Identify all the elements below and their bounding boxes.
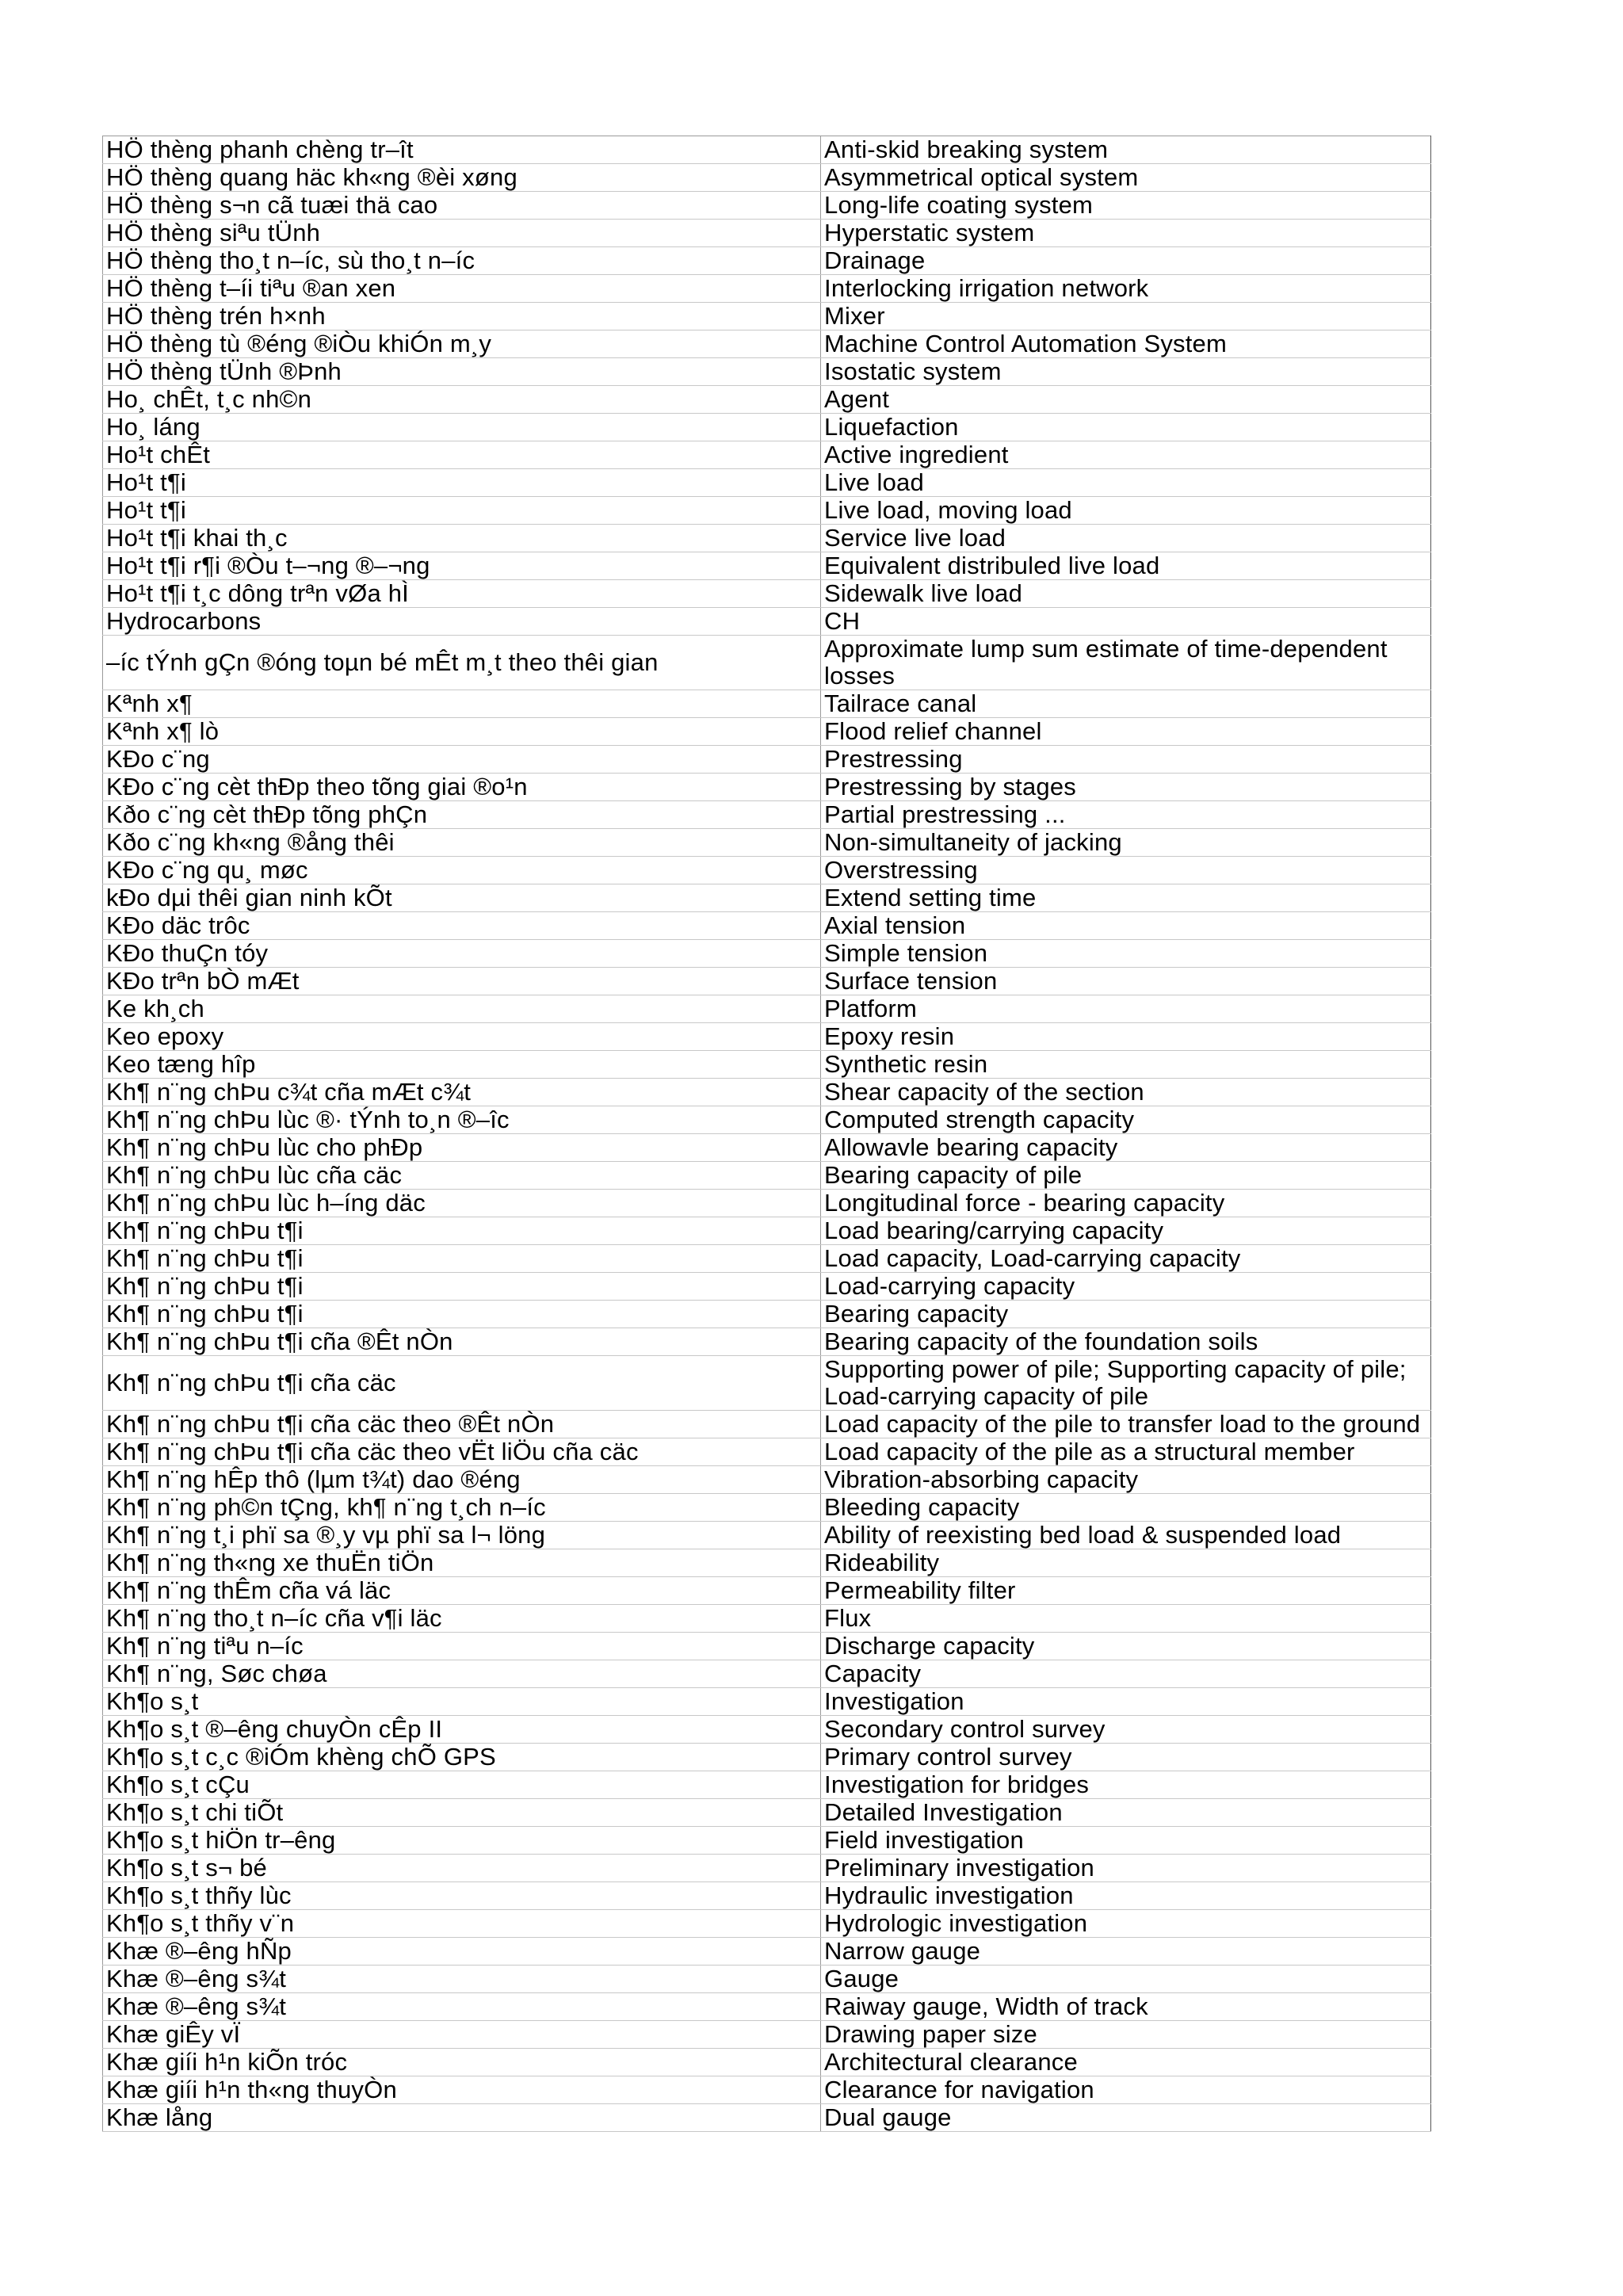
english-term-cell[interactable]: Shear capacity of the section (821, 1079, 1431, 1106)
table-row (103, 968, 1431, 995)
table-row (103, 1716, 1431, 1744)
english-term-cell[interactable]: Overstressing (821, 857, 1431, 884)
english-term-cell[interactable]: Vibration-absorbing capacity (821, 1466, 1431, 1494)
english-term-cell[interactable]: Secondary control survey (821, 1716, 1431, 1744)
english-term-cell[interactable]: Hydraulic investigation (821, 1882, 1431, 1910)
table-row (103, 801, 1431, 829)
vietnamese-term-cell[interactable]: Khæ lång (103, 2104, 821, 2132)
english-term-cell[interactable]: Mixer (821, 303, 1431, 330)
table-row (103, 1855, 1431, 1882)
glossary-body (103, 136, 1431, 2132)
vietnamese-term-cell[interactable]: kÐo dµi thêi gian ninh kÕt (103, 884, 821, 912)
english-term-cell[interactable]: Allowavle bearing capacity (821, 1134, 1431, 1162)
table-row (103, 1134, 1431, 1162)
table-row (103, 164, 1431, 192)
vietnamese-term-cell[interactable]: Khæ giíi h¹n kiÕn tróc (103, 2049, 821, 2076)
english-term-cell[interactable]: Prestressing by stages (821, 774, 1431, 801)
english-term-cell[interactable]: Long-life coating system (821, 192, 1431, 220)
vietnamese-term-cell[interactable]: Hydrocarbons (103, 608, 821, 636)
table-row (103, 1217, 1431, 1245)
table-row (103, 552, 1431, 580)
table-row (103, 1328, 1431, 1356)
english-term-cell[interactable]: Load capacity, Load-carrying capacity (821, 1245, 1431, 1273)
table-row (103, 995, 1431, 1023)
vietnamese-term-cell[interactable]: Kh¶ n¨ng chÞu c¾t cña mÆt c¾t (103, 1079, 821, 1106)
vietnamese-term-cell[interactable]: HÖ thèng quang häc kh«ng ®èi xøng (103, 164, 821, 192)
english-term-cell[interactable]: Permeability filter (821, 1577, 1431, 1605)
vietnamese-term-cell[interactable]: Kh¶ n¨ng, Søc chøa (103, 1660, 821, 1688)
table-row (103, 884, 1431, 912)
table-row (103, 718, 1431, 746)
vietnamese-term-cell[interactable]: Kh¶ n¨ng chÞu t¶i cña cäc (103, 1356, 821, 1411)
vietnamese-term-cell[interactable]: Ke kh¸ch (103, 995, 821, 1023)
vietnamese-term-cell[interactable]: HÖ thèng siªu tÜnh (103, 220, 821, 247)
vietnamese-term-cell[interactable]: Khæ giíi h¹n th«ng thuyÒn (103, 2076, 821, 2104)
vietnamese-term-cell[interactable]: KÐo thuÇn tóy (103, 940, 821, 968)
english-term-cell[interactable]: Drainage (821, 247, 1431, 275)
english-term-cell[interactable]: Machine Control Automation System (821, 330, 1431, 358)
table-row (103, 275, 1431, 303)
vietnamese-term-cell[interactable]: Kªnh x¶ lò (103, 718, 821, 746)
table-row (103, 1993, 1431, 2021)
table-row (103, 1466, 1431, 1494)
vietnamese-term-cell[interactable]: Kh¶ n¨ng chÞu t¶i (103, 1273, 821, 1301)
glossary-table (102, 136, 1431, 2132)
vietnamese-term-cell[interactable]: Ho¹t t¶i (103, 469, 821, 497)
english-term-cell[interactable]: Gauge (821, 1966, 1431, 1993)
vietnamese-term-cell[interactable]: Ho¹t t¶i (103, 497, 821, 525)
english-term-cell[interactable]: Flood relief channel (821, 718, 1431, 746)
vietnamese-term-cell[interactable]: HÖ thèng s¬n cã tuæi thä cao (103, 192, 821, 220)
english-term-cell[interactable]: Active ingredient (821, 441, 1431, 469)
table-row (103, 247, 1431, 275)
vietnamese-term-cell[interactable]: Kh¶o s¸t (103, 1688, 821, 1716)
vietnamese-term-cell[interactable]: KÐo däc trôc (103, 912, 821, 940)
vietnamese-term-cell[interactable]: HÖ thèng phanh chèng tr–ît (103, 136, 821, 164)
table-row (103, 1577, 1431, 1605)
english-term-cell[interactable]: Extend setting time (821, 884, 1431, 912)
table-row (103, 1162, 1431, 1190)
english-term-cell[interactable]: Anti-skid breaking system (821, 136, 1431, 164)
table-row (103, 1273, 1431, 1301)
vietnamese-term-cell[interactable]: Kh¶ n¨ng hÊp thô (lµm t¾t) dao ®éng (103, 1466, 821, 1494)
english-term-cell[interactable]: Bearing capacity of the foundation soils (821, 1328, 1431, 1356)
table-row (103, 525, 1431, 552)
table-row (103, 1190, 1431, 1217)
vietnamese-term-cell[interactable]: Kh¶o s¸t thñy lùc (103, 1882, 821, 1910)
vietnamese-term-cell[interactable]: Kh¶ n¨ng chÞu t¶i (103, 1245, 821, 1273)
english-term-cell[interactable]: CH (821, 608, 1431, 636)
table-row (103, 1910, 1431, 1938)
english-term-cell[interactable]: Approximate lump sum estimate of time-dependent losses (821, 636, 1431, 690)
table-row (103, 1106, 1431, 1134)
english-term-cell[interactable]: Simple tension (821, 940, 1431, 968)
english-term-cell[interactable]: Non-simultaneity of jacking (821, 829, 1431, 857)
table-row (103, 1633, 1431, 1660)
english-term-cell[interactable]: Surface tension (821, 968, 1431, 995)
vietnamese-term-cell[interactable]: Kh¶o s¸t ®–êng chuyÒn cÊp II (103, 1716, 821, 1744)
table-row (103, 303, 1431, 330)
table-row (103, 2021, 1431, 2049)
vietnamese-term-cell[interactable]: Ho¹t t¶i r¶i ®Òu t–¬ng ®–¬ng (103, 552, 821, 580)
table-row (103, 1744, 1431, 1771)
english-term-cell[interactable]: Narrow gauge (821, 1938, 1431, 1966)
table-row (103, 330, 1431, 358)
table-row (103, 1938, 1431, 1966)
vietnamese-term-cell[interactable]: Kh¶o s¸t chi tiÕt (103, 1799, 821, 1827)
table-row (103, 1799, 1431, 1827)
english-term-cell[interactable]: Longitudinal force - bearing capacity (821, 1190, 1431, 1217)
english-term-cell[interactable]: Architectural clearance (821, 2049, 1431, 2076)
english-term-cell[interactable]: Discharge capacity (821, 1633, 1431, 1660)
english-term-cell[interactable]: Liquefaction (821, 414, 1431, 441)
table-row (103, 1688, 1431, 1716)
table-row (103, 1549, 1431, 1577)
vietnamese-term-cell[interactable]: Keo tæng hîp (103, 1051, 821, 1079)
table-row (103, 746, 1431, 774)
vietnamese-term-cell[interactable]: Kh¶ n¨ng chÞu t¶i cña cäc theo ®Êt nÒn (103, 1411, 821, 1438)
vietnamese-term-cell[interactable]: Kh¶ n¨ng ph©n tÇng, kh¶ n¨ng t¸ch n–íc (103, 1494, 821, 1522)
english-term-cell[interactable]: Prestressing (821, 746, 1431, 774)
table-row (103, 1356, 1431, 1411)
english-term-cell[interactable]: Hyperstatic system (821, 220, 1431, 247)
english-term-cell[interactable]: Rideability (821, 1549, 1431, 1577)
english-term-cell[interactable]: Axial tension (821, 912, 1431, 940)
english-term-cell[interactable]: Sidewalk live load (821, 580, 1431, 608)
table-row (103, 1245, 1431, 1273)
table-row (103, 690, 1431, 718)
table-row (103, 1494, 1431, 1522)
english-term-cell[interactable]: Live load, moving load (821, 497, 1431, 525)
table-row (103, 220, 1431, 247)
table-row (103, 414, 1431, 441)
vietnamese-term-cell[interactable]: HÖ thèng t–íi tiªu ®an xen (103, 275, 821, 303)
english-term-cell[interactable]: Primary control survey (821, 1744, 1431, 1771)
vietnamese-term-cell[interactable]: HÖ thèng tù ®éng ®iÒu khiÓn m¸y (103, 330, 821, 358)
english-term-cell[interactable]: Load bearing/carrying capacity (821, 1217, 1431, 1245)
english-term-cell[interactable]: Partial prestressing ... (821, 801, 1431, 829)
english-term-cell[interactable]: Tailrace canal (821, 690, 1431, 718)
english-term-cell[interactable]: Live load (821, 469, 1431, 497)
table-row (103, 774, 1431, 801)
table-row (103, 1411, 1431, 1438)
english-term-cell[interactable]: Detailed Investigation (821, 1799, 1431, 1827)
english-term-cell[interactable]: Investigation (821, 1688, 1431, 1716)
vietnamese-term-cell[interactable]: KÐo c¨ng qu¸ møc (103, 857, 821, 884)
english-term-cell[interactable]: Asymmetrical optical system (821, 164, 1431, 192)
table-row (103, 1660, 1431, 1688)
vietnamese-term-cell[interactable]: Khæ ®–êng s¾t (103, 1993, 821, 2021)
vietnamese-term-cell[interactable]: Kh¶o s¸t c¸c ®iÓm khèng chÕ GPS (103, 1744, 821, 1771)
english-term-cell[interactable]: Service live load (821, 525, 1431, 552)
vietnamese-term-cell[interactable]: Kh¶ n¨ng chÞu lùc cho phÐp (103, 1134, 821, 1162)
table-row (103, 358, 1431, 386)
vietnamese-term-cell[interactable]: Kh¶ n¨ng chÞu lùc ®· tÝnh to¸n ®–îc (103, 1106, 821, 1134)
table-row (103, 857, 1431, 884)
table-row (103, 636, 1431, 690)
vietnamese-term-cell[interactable]: Kh¶ n¨ng tiªu n–íc (103, 1633, 821, 1660)
table-row (103, 2104, 1431, 2132)
vietnamese-term-cell[interactable]: Kªnh x¶ (103, 690, 821, 718)
english-term-cell[interactable]: Field investigation (821, 1827, 1431, 1855)
table-row (103, 1051, 1431, 1079)
vietnamese-term-cell[interactable]: Kðo c¨ng kh«ng ®ång thêi (103, 829, 821, 857)
vietnamese-term-cell[interactable]: KÐo trªn bÒ mÆt (103, 968, 821, 995)
vietnamese-term-cell[interactable]: Ho¸ chÊt, t¸c nh©n (103, 386, 821, 414)
english-term-cell[interactable]: Load-carrying capacity (821, 1273, 1431, 1301)
english-term-cell[interactable]: Epoxy resin (821, 1023, 1431, 1051)
english-term-cell[interactable]: Platform (821, 995, 1431, 1023)
table-row (103, 2049, 1431, 2076)
vietnamese-term-cell[interactable]: KÐo c¨ng cèt thÐp theo tõng giai ®o¹n (103, 774, 821, 801)
table-row (103, 1771, 1431, 1799)
table-row (103, 2076, 1431, 2104)
english-term-cell[interactable]: Agent (821, 386, 1431, 414)
table-row (103, 441, 1431, 469)
vietnamese-term-cell[interactable]: Kh¶ n¨ng thÊm cña vá läc (103, 1577, 821, 1605)
table-row (103, 1605, 1431, 1633)
vietnamese-term-cell[interactable]: Ho¹t t¶i khai th¸c (103, 525, 821, 552)
vietnamese-term-cell[interactable]: Kh¶ n¨ng t¸i phï sa ®¸y vµ phï sa l¬ löng (103, 1522, 821, 1549)
english-term-cell[interactable]: Clearance for navigation (821, 2076, 1431, 2104)
english-term-cell[interactable]: Bearing capacity (821, 1301, 1431, 1328)
table-row (103, 469, 1431, 497)
vietnamese-term-cell[interactable]: Kh¶ n¨ng th«ng xe thuËn tiÖn (103, 1549, 821, 1577)
table-row (103, 608, 1431, 636)
english-term-cell[interactable]: Bleeding capacity (821, 1494, 1431, 1522)
vietnamese-term-cell[interactable]: Keo epoxy (103, 1023, 821, 1051)
vietnamese-term-cell[interactable]: Khæ giÊy vÏ (103, 2021, 821, 2049)
english-term-cell[interactable]: Computed strength capacity (821, 1106, 1431, 1134)
table-row (103, 1827, 1431, 1855)
table-row (103, 829, 1431, 857)
table-row (103, 192, 1431, 220)
vietnamese-term-cell[interactable]: Ho¹t chÊt (103, 441, 821, 469)
table-row (103, 1438, 1431, 1466)
table-row (103, 497, 1431, 525)
english-term-cell[interactable]: Capacity (821, 1660, 1431, 1688)
vietnamese-term-cell[interactable]: Khæ ®–êng s¾t (103, 1966, 821, 1993)
vietnamese-term-cell[interactable]: Khæ ®–êng hÑp (103, 1938, 821, 1966)
english-term-cell[interactable]: Dual gauge (821, 2104, 1431, 2132)
vietnamese-term-cell[interactable]: KÐo c¨ng (103, 746, 821, 774)
table-row (103, 1966, 1431, 1993)
table-row (103, 1023, 1431, 1051)
english-term-cell[interactable]: Investigation for bridges (821, 1771, 1431, 1799)
vietnamese-term-cell[interactable]: Kðo c¨ng cèt thÐp tõng phÇn (103, 801, 821, 829)
table-row (103, 386, 1431, 414)
vietnamese-term-cell[interactable]: Kh¶o s¸t thñy v¨n (103, 1910, 821, 1938)
table-row (103, 1522, 1431, 1549)
vietnamese-term-cell[interactable]: Kh¶ n¨ng chÞu t¶i cña cäc theo vËt liÖu cña cäc (103, 1438, 821, 1466)
english-term-cell[interactable]: Load capacity of the pile to transfer load to the ground (821, 1411, 1431, 1438)
english-term-cell[interactable]: Drawing paper size (821, 2021, 1431, 2049)
vietnamese-term-cell[interactable]: Kh¶ n¨ng chÞu t¶i (103, 1301, 821, 1328)
table-row (103, 912, 1431, 940)
table-row (103, 136, 1431, 164)
vietnamese-term-cell[interactable]: –íc tÝnh gÇn ®óng toµn bé mÊt m¸t theo thêi gian (103, 636, 821, 690)
vietnamese-term-cell[interactable]: Kh¶ n¨ng chÞu t¶i cña ®Êt nÒn (103, 1328, 821, 1356)
english-term-cell[interactable]: Raiway gauge, Width of track (821, 1993, 1431, 2021)
table-row (103, 580, 1431, 608)
vietnamese-term-cell[interactable]: HÖ thèng trén h×nh (103, 303, 821, 330)
table-row (103, 940, 1431, 968)
english-term-cell[interactable]: Synthetic resin (821, 1051, 1431, 1079)
vietnamese-term-cell[interactable]: Ho¹t t¶i t¸c dông trªn vØa hÌ (103, 580, 821, 608)
vietnamese-term-cell[interactable]: Kh¶o s¸t hiÖn tr–êng (103, 1827, 821, 1855)
vietnamese-term-cell[interactable]: Kh¶ n¨ng tho¸t n–íc cña v¶i läc (103, 1605, 821, 1633)
vietnamese-term-cell[interactable]: Kh¶ n¨ng chÞu lùc cña cäc (103, 1162, 821, 1190)
vietnamese-term-cell[interactable]: Kh¶o s¸t cÇu (103, 1771, 821, 1799)
english-term-cell[interactable]: Load capacity of the pile as a structural member (821, 1438, 1431, 1466)
english-term-cell[interactable]: Flux (821, 1605, 1431, 1633)
vietnamese-term-cell[interactable]: Ho¸ láng (103, 414, 821, 441)
vietnamese-term-cell[interactable]: Kh¶ n¨ng chÞu lùc h–íng däc (103, 1190, 821, 1217)
english-term-cell[interactable]: Bearing capacity of pile (821, 1162, 1431, 1190)
table-row (103, 1079, 1431, 1106)
vietnamese-term-cell[interactable]: Kh¶ n¨ng chÞu t¶i (103, 1217, 821, 1245)
english-term-cell[interactable]: Equivalent distribuled live load (821, 552, 1431, 580)
english-term-cell[interactable]: Preliminary investigation (821, 1855, 1431, 1882)
english-term-cell[interactable]: Isostatic system (821, 358, 1431, 386)
vietnamese-term-cell[interactable]: Kh¶o s¸t s¬ bé (103, 1855, 821, 1882)
table-row (103, 1882, 1431, 1910)
table-row (103, 1301, 1431, 1328)
vietnamese-term-cell[interactable]: HÖ thèng tho¸t n–íc, sù tho¸t n–íc (103, 247, 821, 275)
english-term-cell[interactable]: Ability of reexisting bed load & suspended load (821, 1522, 1431, 1549)
english-term-cell[interactable]: Supporting power of pile; Supporting capacity of pile; Load-carrying capacity of pile (821, 1356, 1431, 1411)
english-term-cell[interactable]: Interlocking irrigation network (821, 275, 1431, 303)
vietnamese-term-cell[interactable]: HÖ thèng tÜnh ®Þnh (103, 358, 821, 386)
english-term-cell[interactable]: Hydrologic investigation (821, 1910, 1431, 1938)
